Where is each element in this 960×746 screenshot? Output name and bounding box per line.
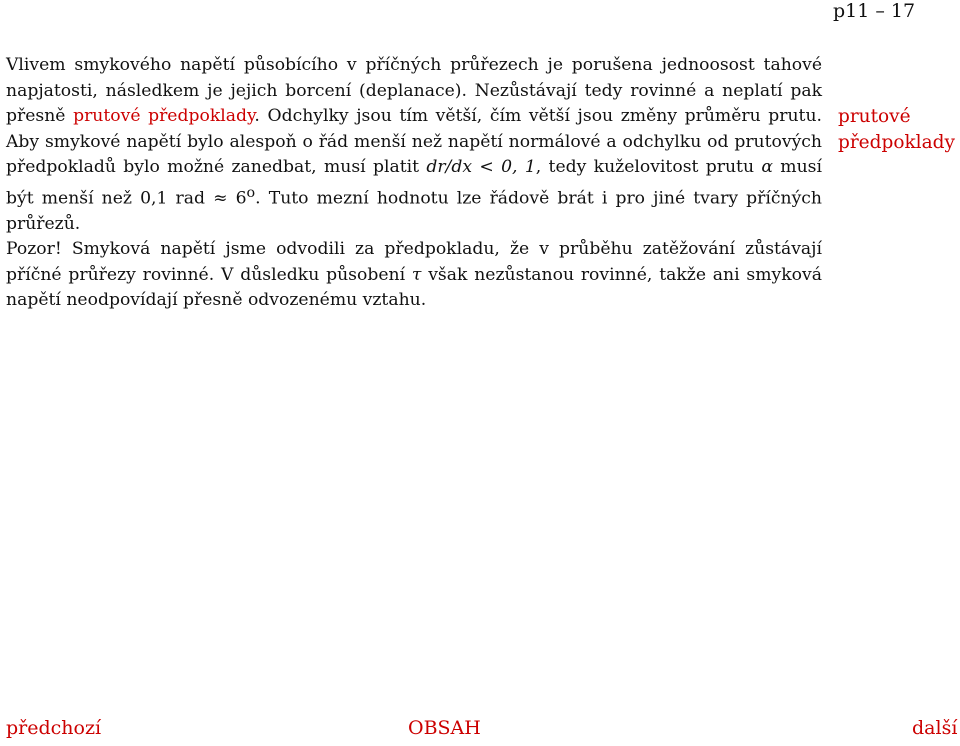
margin-note <box>838 104 955 155</box>
paragraph-deplanation <box>6 53 822 237</box>
contents-link[interactable]: OBSAH <box>408 717 481 739</box>
highlight-prutove-predpoklady: prutové předpoklady <box>73 106 255 126</box>
paragraph-text: musí být menší než 0,1 rad ≈ 6 <box>6 157 822 209</box>
paragraph-text: však nezůstanou rovinné, takže ani smyková napětí neodpovídají přesně odvozenému vztahu. <box>6 264 822 311</box>
degree-symbol: o <box>246 184 256 201</box>
next-link[interactable]: další <box>912 717 958 739</box>
math-alpha: α <box>761 157 773 177</box>
margin-note-line: předpoklady <box>838 131 955 153</box>
math-condition: dr/dx < 0, 1 <box>426 157 536 177</box>
paragraph-text: Vlivem smykového napětí působícího v příčných průřezech je porušena jednoosost tahové napjatosti, následkem je jejich borcení (deplanace). Nezůstávají tedy rovinné a neplatí pak přesně <box>6 55 822 126</box>
margin-note-line: prutové <box>838 106 911 127</box>
math-tau: τ <box>411 264 422 285</box>
paragraph-text: . Odchylky jsou tím větší, čím větší jsou změny průměru prutu. Aby smykové napětí bylo alespoň o řád menší než napětí normálové a odchylku od prutových předpokladů bylo možné zanedbat, musí platit <box>6 106 822 177</box>
paragraph-text: Pozor! Smyková napětí jsme odvodili za předpokladu, že v průběhu zatěžování zůstávají příčné průřezy rovinné. V důsledku působení <box>6 239 822 285</box>
page-number: p11 – 17 <box>833 0 916 22</box>
main-text <box>6 53 822 314</box>
previous-link[interactable]: předchozí <box>6 717 102 739</box>
paragraph-text: . Tuto mezní hodnotu lze řádově brát i pro jiné tvary příčných průřezů. <box>6 188 822 234</box>
paragraph-warning <box>6 237 822 314</box>
paragraph-text: , tedy kuželovitost prutu <box>535 157 762 177</box>
